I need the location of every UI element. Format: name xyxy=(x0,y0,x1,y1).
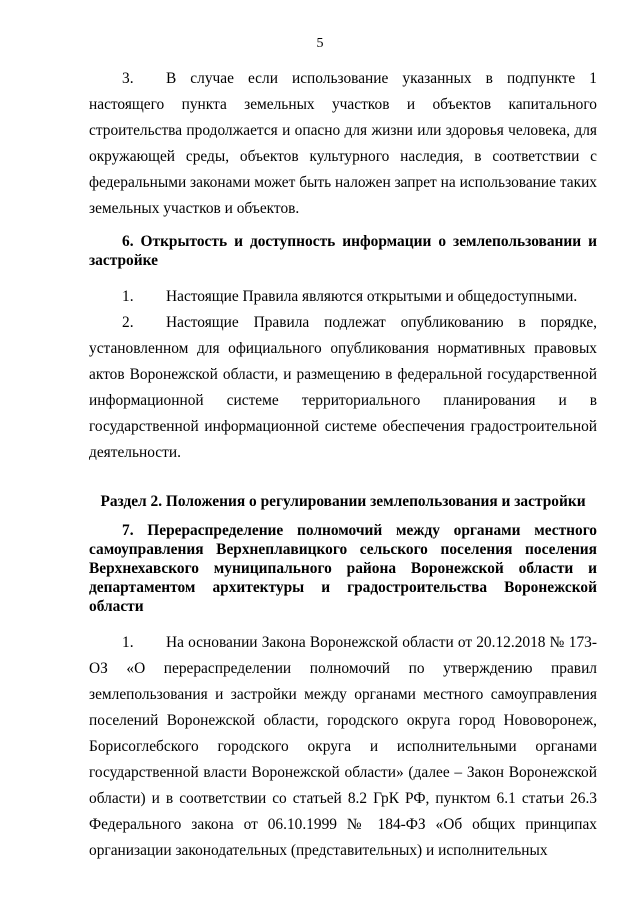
article-heading-7: 7. Перераспределение полномочий между органами местного самоуправления Верхнеплавицкого сельского поселения поселения Верхнехавского муниципального района Воронежской области и департаментом архитектуры и градостроительства Воронежской области xyxy=(89,522,597,615)
paragraph-number: 3. xyxy=(122,70,134,87)
paragraph-text: Настоящие Правила подлежат опубликованию в порядке, установленном для официального опубликования нормативных правовых актов Воронежской области, и размещению в федеральной государственной информационной системе территориального планирования и в государственной информационной системе обеспечения градостроительной деятельности. xyxy=(89,314,597,461)
paragraph-text: На основании Закона Воронежской области от 20.12.2018 № 173-ОЗ «О перераспределении полномочий по утверждению правил землепользования и застройки между органами местного самоуправления поселений Воронежской области, городского округа город Нововоронеж, Борисоглебского городского округа и исполнительными органами государственной власти Воронежской области» (далее – Закон Воронежской области) и в соответствии со статьей 8.2 ГрК РФ, пунктом 6.1 статьи 26.3 Федерального закона от 06.10.1999 № 184-ФЗ «Об общих принципах организации законодательных (представительных) и исполнительных xyxy=(89,634,597,859)
section-heading-2: Раздел 2. Положения о регулировании землепользования и застройки xyxy=(100,493,586,510)
spacer xyxy=(89,466,597,492)
paragraph-text: Настоящие Правила являются открытыми и общедоступными. xyxy=(166,288,578,305)
paragraph-6-1 xyxy=(89,284,597,310)
paragraph-7-1 xyxy=(89,630,597,864)
spacer xyxy=(89,511,597,521)
spacer xyxy=(89,270,597,284)
spacer xyxy=(89,222,597,232)
paragraph-text: В случае если использование указанных в подпункте 1 настоящего пункта земельных участков и объектов капитального строительства продолжается и опасно для жизни или здоровья человека, для окружающей среды, объектов культурного наследия, в соответствии с федеральными законами может быть наложен запрет на использование таких земельных участков и объектов. xyxy=(89,70,597,217)
document-body xyxy=(89,66,597,864)
paragraph-number: 2. xyxy=(122,314,134,331)
article-heading-6: 6. Открытость и доступность информации о землепользовании и застройке xyxy=(89,233,597,269)
paragraph-number: 1. xyxy=(122,634,134,651)
page-number: 5 xyxy=(316,36,324,51)
paragraph-6-2 xyxy=(89,310,597,466)
paragraph-3 xyxy=(89,66,597,222)
spacer xyxy=(89,616,597,630)
paragraph-number: 1. xyxy=(122,288,134,305)
